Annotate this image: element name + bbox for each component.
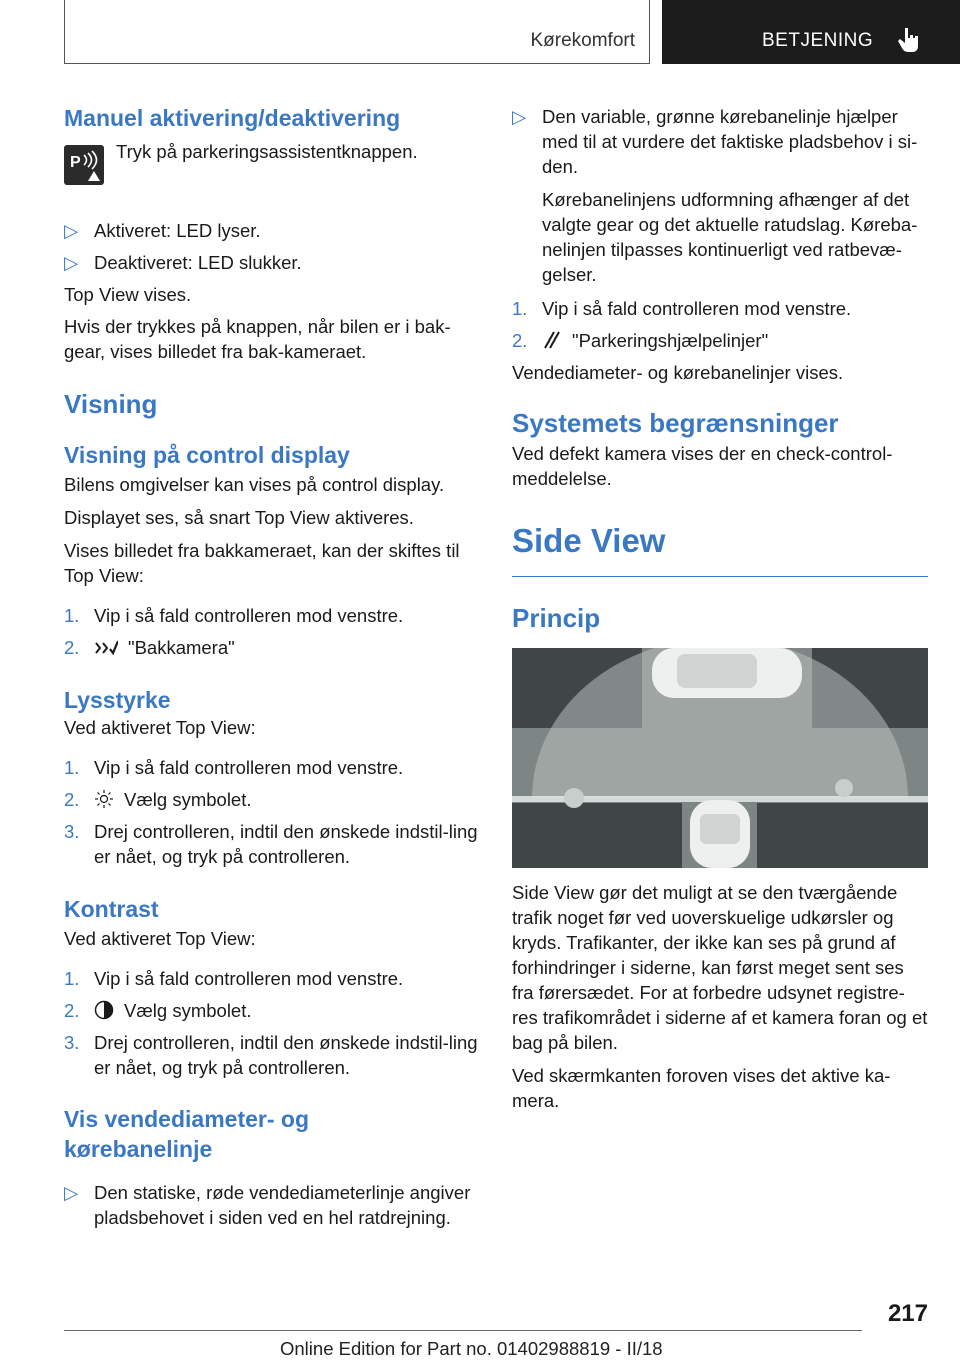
switch-topview-text: Vises billedet fra bakkameraet, kan der skiftes til Top View:: [64, 540, 460, 586]
triangle-bullet-icon: ▷: [64, 1182, 79, 1203]
ved-aktiveret-text: Ved aktiveret Top View:: [64, 928, 256, 949]
triangle-bullet-icon: ▷: [64, 252, 79, 273]
footer-rule: [64, 1330, 862, 1331]
brightness-sun-icon: [94, 789, 114, 809]
svg-text:P: P: [70, 154, 81, 171]
side-view-text-block: [512, 880, 928, 1113]
reverse-camera-icon: [94, 639, 118, 657]
topview-shown-text: Top View vises.: [64, 284, 192, 305]
triangle-bullet-icon: ▷: [512, 106, 527, 127]
surroundings-text: Bilens omgivelser kan vises på control display.: [64, 474, 445, 495]
list-item-step: 3. Drej controlleren, indtil den ønskede indstil-ling er nået, og tryk på controlleren.: [64, 1032, 478, 1078]
lysstyrke-heading: Lysstyrke: [64, 687, 171, 713]
header-section-box: [64, 0, 650, 64]
princip-heading: Princip: [512, 603, 601, 633]
ved-aktiveret-text: Ved aktiveret Top View:: [64, 717, 256, 738]
side-view-heading: Side View: [512, 522, 666, 559]
press-button-text: Tryk på parkeringsassistentknappen.: [116, 141, 418, 162]
list-item-step: 1. Vip i så fald controlleren mod venstre.: [64, 968, 404, 989]
parking-assistant-button-icon: [64, 145, 104, 185]
press-button-block: [64, 133, 482, 207]
visning-display-heading: Visning på control display: [64, 442, 350, 468]
list-item-step: 1. Vip i så fald controlleren mod venstre.: [64, 605, 404, 626]
screen-edge-text: Ved skærmkanten foroven vises det aktive ka-mera.: [512, 1065, 891, 1111]
list-item-step: 2. "Parkeringshjælpelinjer": [512, 330, 769, 351]
page-number: 217: [887, 1300, 928, 1327]
manual-activation-heading: Manuel aktivering/deaktivering: [64, 105, 401, 131]
list-item-step: 1. Vip i så fald controlleren mod venstre.: [512, 298, 852, 319]
edition-text: Online Edition for Part no. 01402988819 - II/18: [280, 1338, 663, 1359]
contrast-icon: [94, 1000, 114, 1020]
list-item-step: 1. Vip i så fald controlleren mod venstre.: [64, 757, 404, 778]
left-column: [64, 100, 482, 1230]
list-item-deactivated: ▷ Deaktiveret: LED slukker.: [64, 252, 302, 273]
side-view-illustration: [512, 648, 928, 868]
vis-vende-heading: Vis vendediameter- og kørebanelinje: [64, 1106, 309, 1162]
list-item-step: 3. Drej controlleren, indtil den ønskede indstil-ling er nået, og tryk på controlleren.: [64, 821, 478, 867]
kontrast-heading: Kontrast: [64, 896, 159, 922]
parking-lines-icon: [542, 330, 562, 350]
visning-heading: Visning: [64, 389, 158, 419]
list-item-variable-green: ▷ Den variable, grønne kørebanelinje hjælper med til at vurdere det faktiske pladsbehov i si-den.: [512, 106, 918, 177]
lane-design-text: Kørebanelinjens udformning afhænger af det valgte gear og det aktuelle ratudslag. Køreba-nelinjen tilpasses kontinuerligt ved ratbevæ-gelser.: [542, 189, 918, 285]
triangle-bullet-icon: ▷: [64, 220, 79, 241]
display-shown-text: Displayet ses, så snart Top View aktiveres.: [64, 507, 414, 528]
list-item-activated: ▷ Aktiveret: LED lyser.: [64, 220, 261, 241]
list-item-step: 2. Vælg symbolet.: [64, 789, 252, 810]
limits-text: Ved defekt kamera vises der en check-control-meddelelse.: [512, 443, 893, 489]
list-item-static-red: ▷ Den statiske, røde vendediameterlinje angiver pladsbehovet i siden ved en hel ratdrejning.: [64, 1182, 471, 1228]
header-section-title: Kørekomfort: [530, 30, 635, 51]
pointing-hand-icon: [896, 26, 922, 54]
list-item-step: 2. "Bakkamera": [64, 637, 235, 658]
side-view-rule: [512, 576, 928, 577]
list-item-step: 2. Vælg symbolet.: [64, 1000, 252, 1021]
limits-heading: Systemets begrænsninger: [512, 408, 839, 438]
right-column: [512, 104, 928, 561]
header-chapter-title: BETJENING: [762, 30, 874, 51]
header-chapter-box: [662, 0, 960, 64]
reverse-gear-text: Hvis der trykkes på knappen, når bilen er i bak-gear, vises billedet fra bak-kameraet.: [64, 316, 451, 362]
lines-shown-text: Vendediameter- og kørebanelinjer vises.: [512, 362, 844, 383]
side-view-description: Side View gør det muligt at se den tværgående trafik noget før ved uoverskuelige udkørsler og kryds. Trafikanter, der ikke kan ses på grund af forhindringer i siderne, kan først meget sent ses fra førersædet. For at forbedre udsynet registre-res trafikområdet i siderne af et kamera foran og et bag på bilen.: [512, 882, 928, 1053]
